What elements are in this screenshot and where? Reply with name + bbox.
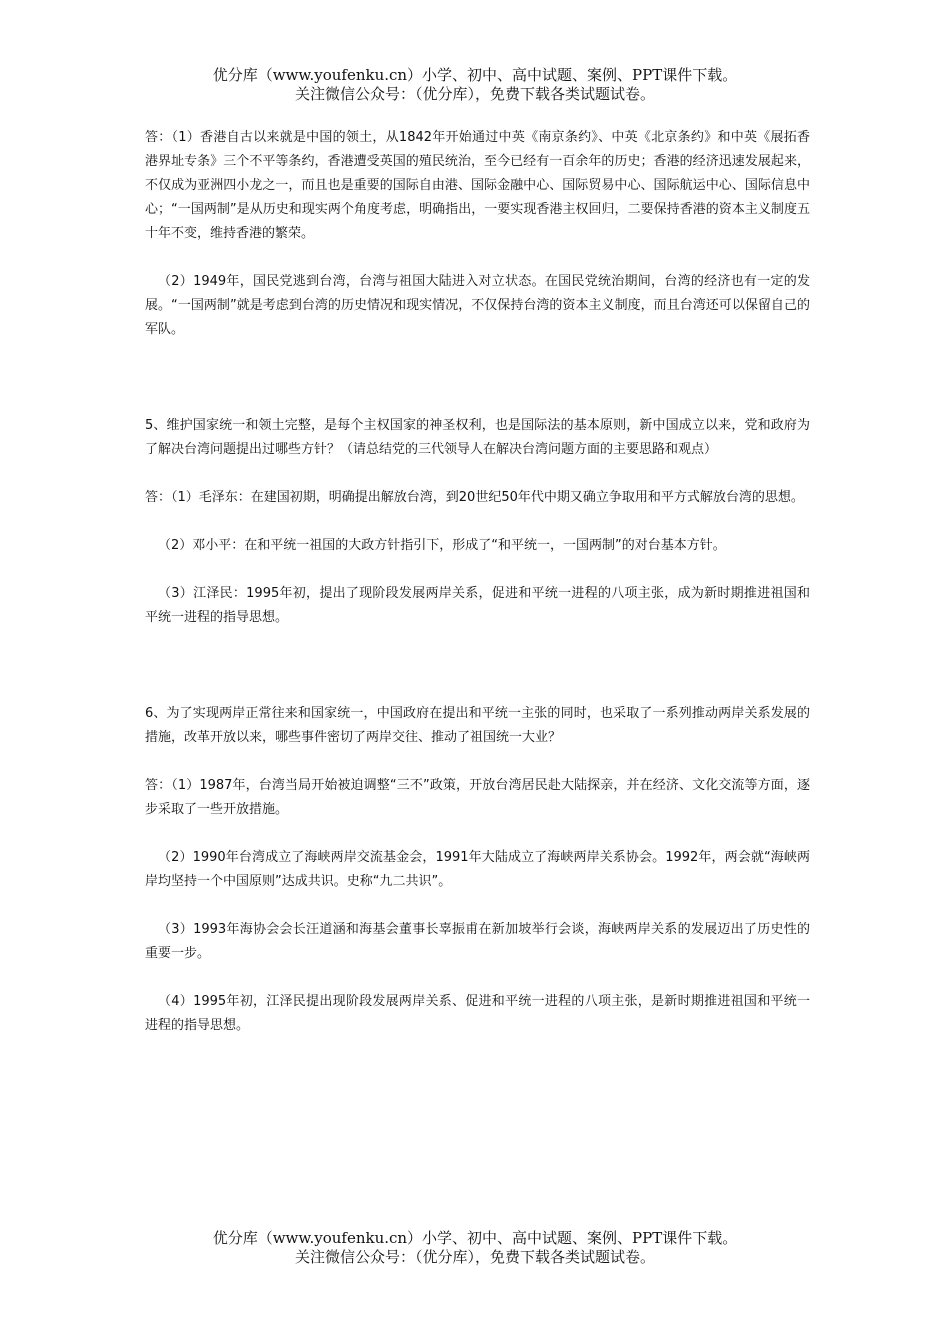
q4-answer-1: 答：（1）香港自古以来就是中国的领土，从1842年开始通过中英《南京条约》、中英《北京条约》和中英《展拓香港界址专条》三个不平等条约，香港遭受英国的殖民统治，至今已经有一百余年的历史；香港的经济迅速发展起来，不仅成为亚洲四小龙之一，而且也是重要的国际自由港、国际金融中心、国际贸易中心、国际航运中心、国际信息中心；“一国两制”是从历史和现实两个角度考虑，明确指出，一要实现香港主权回归，二要保持香港的资本主义制度五十年不变，维持香港的繁荣。 xyxy=(145,130,810,241)
q6-question: 6、为了实现两岸正常往来和国家统一，中国政府在提出和平统一主张的同时，也采取了一系列推动两岸关系发展的措施，改革开放以来，哪些事件密切了两岸交往、推动了祖国统一大业？ xyxy=(145,706,810,745)
footer-line-1: 优分库（www.youfenku.cn）小学、初中、高中试题、案例、PPT课件下载。 xyxy=(212,1229,738,1247)
q5-question: 5、维护国家统一和领土完整，是每个主权国家的神圣权利，也是国际法的基本原则，新中国成立以来，党和政府为了解决台湾问题提出过哪些方针？（请总结党的三代领导人在解决台湾问题方面的主要思路和观点） xyxy=(145,418,810,457)
q6-answer-3: （3）1993年海协会会长汪道涵和海基会董事长辜振甫在新加坡举行会谈，海峡两岸关系的发展迈出了历史性的重要一步。 xyxy=(145,922,810,961)
header-line-1: 优分库（www.youfenku.cn）小学、初中、高中试题、案例、PPT课件下载。 xyxy=(212,66,738,84)
q6-answer-1: 答：（1）1987年，台湾当局开始被迫调整“三不”政策，开放台湾居民赴大陆探亲，并在经济、文化交流等方面，逐步采取了一些开放措施。 xyxy=(145,778,810,817)
q5-answer-3: （3）江泽民：1995年初，提出了现阶段发展两岸关系，促进和平统一进程的八项主张，成为新时期推进祖国和平统一进程的指导思想。 xyxy=(145,586,810,625)
spacer xyxy=(145,246,810,270)
q5-answer-2: （2）邓小平：在和平统一祖国的大政方针指引下，形成了“和平统一，一国两制”的对台基本方针。 xyxy=(158,538,726,553)
page-footer xyxy=(0,1229,950,1267)
header-line-2: 关注微信公众号：（优分库），免费下载各类试题试卷。 xyxy=(294,85,655,103)
q6-answer-2: （2）1990年台湾成立了海峡两岸交流基金会，1991年大陆成立了海峡两岸关系协会。1992年，两会就“海峡两岸均坚持一个中国原则”达成共识。史称“九二共识”。 xyxy=(145,850,810,889)
spacer xyxy=(145,510,810,534)
spacer xyxy=(145,894,810,918)
spacer xyxy=(145,966,810,990)
page-header xyxy=(0,66,950,104)
spacer xyxy=(145,822,810,846)
footer-line-2: 关注微信公众号：（优分库），免费下载各类试题试卷。 xyxy=(294,1248,655,1266)
q4-answer-2: （2）1949年，国民党逃到台湾，台湾与祖国大陆进入对立状态。在国民党统治期间，台湾的经济也有一定的发展。“一国两制”就是考虑到台湾的历史情况和现实情况，不仅保持台湾的资本主义制度，而且台湾还可以保留自己的军队。 xyxy=(145,274,810,337)
spacer xyxy=(145,558,810,582)
q5-answer-1: 答：（1）毛泽东：在建国初期，明确提出解放台湾，到20世纪50年代中期又确立争取用和平方式解放台湾的思想。 xyxy=(145,490,804,505)
spacer xyxy=(145,750,810,774)
spacer xyxy=(145,630,810,702)
spacer xyxy=(145,342,810,414)
q6-answer-4: （4）1995年初，江泽民提出现阶段发展两岸关系、促进和平统一进程的八项主张，是新时期推进祖国和平统一进程的指导思想。 xyxy=(145,994,810,1033)
document-body xyxy=(145,126,810,1038)
spacer xyxy=(145,462,810,486)
